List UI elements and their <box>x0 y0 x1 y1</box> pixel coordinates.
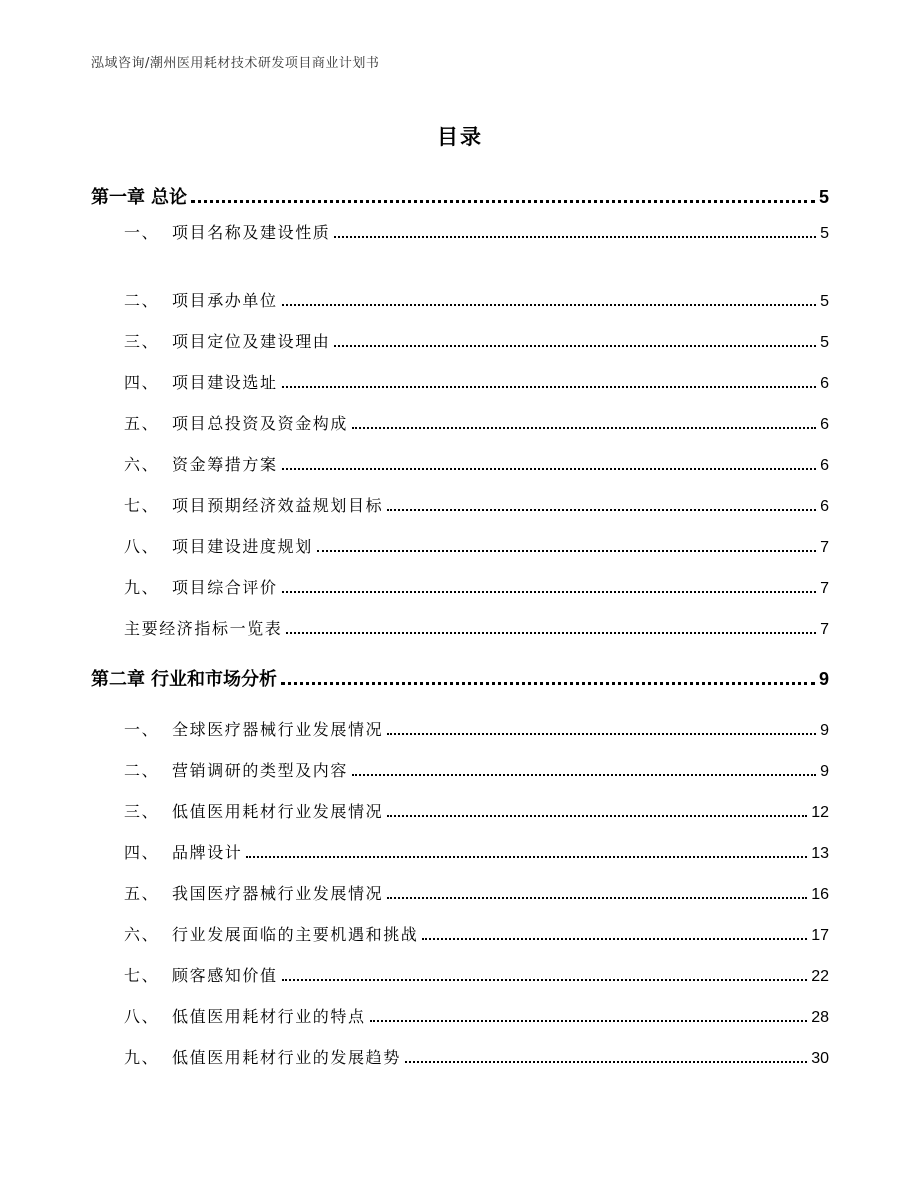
page-number: 5 <box>818 187 829 207</box>
chapter-title: 行业和市场分析 <box>151 669 277 690</box>
dot-leader <box>286 631 816 634</box>
entry-title: 项目总投资及资金构成 <box>172 414 349 433</box>
entry-title: 主要经济指标一览表 <box>124 619 283 638</box>
dot-leader <box>405 1060 807 1063</box>
toc-entry[interactable] <box>124 799 829 822</box>
page-number: 13 <box>811 845 829 862</box>
entry-title: 我国医疗器械行业发展情况 <box>172 884 384 903</box>
entry-title: 低值医用耗材行业的发展趋势 <box>172 1048 401 1067</box>
page-number: 5 <box>820 334 829 351</box>
entry-title: 项目承办单位 <box>172 291 278 310</box>
chapter-number: 第一章 <box>91 187 145 208</box>
page-number: 9 <box>820 763 829 780</box>
entry-number: 三、 <box>124 802 160 821</box>
toc-entry[interactable] <box>124 1045 829 1068</box>
entry-title: 全球医疗器械行业发展情况 <box>172 720 384 739</box>
toc-entry[interactable] <box>124 881 829 904</box>
page-number: 6 <box>820 498 829 515</box>
entry-number: 一、 <box>124 720 160 739</box>
page-number: 5 <box>820 293 829 310</box>
entry-title: 项目定位及建设理由 <box>172 332 331 351</box>
entry-number: 二、 <box>124 761 160 780</box>
dot-leader <box>334 235 816 238</box>
dot-leader <box>191 199 815 203</box>
page-number: 7 <box>820 539 829 556</box>
entry-title: 行业发展面临的主要机遇和挑战 <box>172 925 419 944</box>
entry-title: 低值医用耗材行业的特点 <box>172 1007 366 1026</box>
dot-leader <box>387 508 816 511</box>
dot-leader <box>370 1019 808 1022</box>
toc-entry[interactable] <box>124 288 829 311</box>
entry-number: 九、 <box>124 1048 160 1067</box>
entry-title: 品牌设计 <box>172 843 243 862</box>
entry-number: 六、 <box>124 925 160 944</box>
page-number: 5 <box>820 225 829 242</box>
page-number: 6 <box>820 416 829 433</box>
entry-title: 项目建设选址 <box>172 373 278 392</box>
entry-number: 五、 <box>124 884 160 903</box>
toc-entry[interactable] <box>124 329 829 352</box>
entry-number: 五、 <box>124 414 160 433</box>
dot-leader <box>352 773 816 776</box>
toc-entry[interactable] <box>124 758 829 781</box>
entry-number: 七、 <box>124 966 160 985</box>
entry-title: 低值医用耗材行业发展情况 <box>172 802 384 821</box>
entry-number: 八、 <box>124 537 160 556</box>
entry-title: 项目名称及建设性质 <box>172 223 331 242</box>
dot-leader <box>282 385 816 388</box>
chapter-title: 总论 <box>151 187 187 208</box>
page-number: 6 <box>820 375 829 392</box>
toc-entry[interactable] <box>124 922 829 945</box>
page-number: 6 <box>820 457 829 474</box>
toc-title: 目录 <box>437 125 483 149</box>
entry-number: 三、 <box>124 332 160 351</box>
entry-number: 九、 <box>124 578 160 597</box>
dot-leader <box>387 814 807 817</box>
dot-leader <box>317 549 816 552</box>
dot-leader <box>282 978 808 981</box>
page-number: 7 <box>820 580 829 597</box>
page-number: 28 <box>811 1009 829 1026</box>
page-number: 22 <box>811 968 829 985</box>
page-number: 7 <box>820 621 829 638</box>
entry-number: 二、 <box>124 291 160 310</box>
entry-number: 七、 <box>124 496 160 515</box>
entry-number: 六、 <box>124 455 160 474</box>
entry-number: 四、 <box>124 373 160 392</box>
toc-entry[interactable] <box>124 575 829 598</box>
dot-leader <box>334 344 816 347</box>
toc-chapter-1[interactable] <box>91 183 829 209</box>
toc-entry[interactable] <box>124 493 829 516</box>
dot-leader <box>282 303 816 306</box>
toc-entry[interactable] <box>124 220 829 243</box>
dot-leader <box>387 732 816 735</box>
toc-entry[interactable] <box>124 840 829 863</box>
dot-leader <box>282 467 816 470</box>
entry-title: 项目预期经济效益规划目标 <box>172 496 384 515</box>
chapter-number: 第二章 <box>91 669 145 690</box>
page-number: 9 <box>820 722 829 739</box>
dot-leader <box>281 681 815 685</box>
toc-entry[interactable] <box>124 1004 829 1027</box>
entry-number: 一、 <box>124 223 160 242</box>
entry-title: 项目建设进度规划 <box>172 537 313 556</box>
page-number: 9 <box>818 669 829 689</box>
page-number: 16 <box>811 886 829 903</box>
dot-leader <box>387 896 807 899</box>
toc-entry[interactable] <box>124 370 829 393</box>
entry-number: 四、 <box>124 843 160 862</box>
toc-entry[interactable] <box>124 452 829 475</box>
entry-title: 顾客感知价值 <box>172 966 278 985</box>
dot-leader <box>282 590 816 593</box>
entry-title: 资金筹措方案 <box>172 455 278 474</box>
entry-title: 营销调研的类型及内容 <box>172 761 349 780</box>
page-number: 17 <box>811 927 829 944</box>
running-header: 泓域咨询/潮州医用耗材技术研发项目商业计划书 <box>91 56 380 71</box>
page-number: 30 <box>811 1050 829 1067</box>
toc-entry[interactable] <box>124 963 829 986</box>
toc-entry[interactable] <box>124 534 829 557</box>
toc-entry[interactable] <box>124 411 829 434</box>
dot-leader <box>422 937 807 940</box>
entry-title: 项目综合评价 <box>172 578 278 597</box>
dot-leader <box>352 426 816 429</box>
entry-number: 八、 <box>124 1007 160 1026</box>
toc-entry[interactable] <box>124 616 829 639</box>
dot-leader <box>246 855 807 858</box>
page-number: 12 <box>811 804 829 821</box>
toc-entry[interactable] <box>124 717 829 740</box>
toc-chapter-2[interactable] <box>91 665 829 691</box>
